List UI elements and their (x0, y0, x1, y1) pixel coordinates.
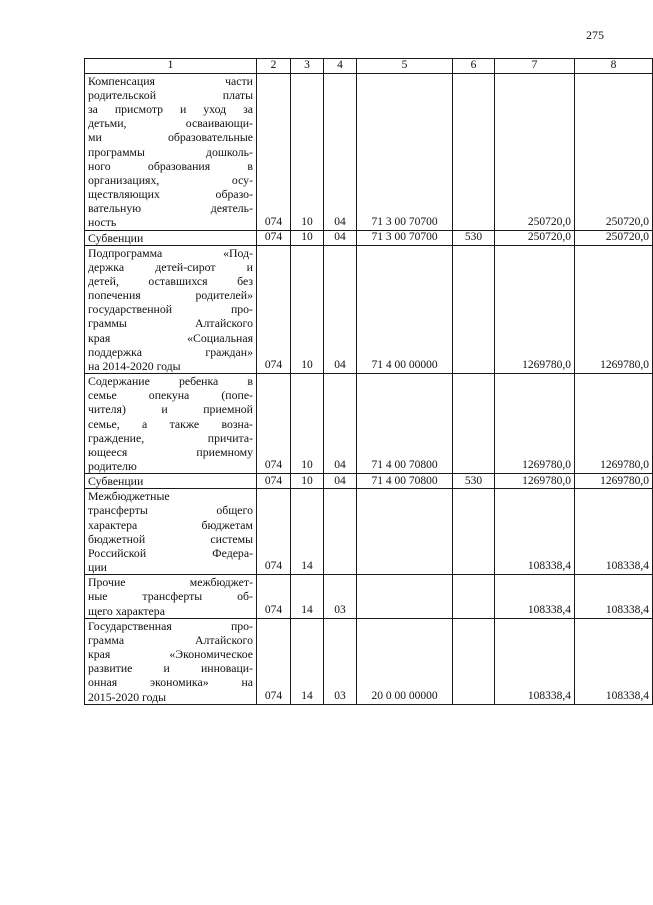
row-name-line: края «Экономическое (88, 647, 253, 662)
row-cell-col-6 (453, 489, 495, 575)
row-name-line: грамма Алтайского (88, 632, 253, 647)
row-name-line: развитие и инноваци- (88, 661, 253, 676)
row-cell-col-3: 10 (291, 230, 324, 245)
row-name-line: детьми, осваивающи- (88, 116, 253, 131)
row-cell-col-8: 108338,4 (575, 618, 653, 704)
row-cell-col-7: 108338,4 (495, 618, 575, 704)
row-cell-col-4: 03 (324, 618, 357, 704)
row-name-line: ми образовательные (88, 130, 253, 145)
row-cell-col-4: 04 (324, 230, 357, 245)
row-cell-col-2: 074 (257, 230, 291, 245)
row-name-line: граммы Алтайского (88, 316, 253, 331)
header-col-1: 1 (85, 59, 257, 74)
row-cell-col-5: 20 0 00 00000 (357, 618, 453, 704)
table-row (85, 374, 653, 474)
row-cell-col-6: 530 (453, 230, 495, 245)
row-cell-col-7: 108338,4 (495, 575, 575, 618)
row-name-line: ного образования в (88, 158, 253, 173)
row-name-line: программы дошколь- (88, 144, 253, 159)
row-cell-col-8: 250720,0 (575, 73, 653, 230)
row-name-line: ность (88, 215, 117, 230)
row-name-cell (85, 230, 257, 245)
header-col-3: 3 (291, 59, 324, 74)
row-name-line: края «Социальная (88, 330, 253, 345)
header-row (85, 59, 653, 74)
row-name-cell (85, 374, 257, 474)
row-name-cell (85, 575, 257, 618)
row-cell-col-3: 14 (291, 618, 324, 704)
row-name-line: Государственная про- (88, 618, 253, 633)
row-name-cell (85, 73, 257, 230)
row-cell-col-4: 03 (324, 575, 357, 618)
row-name-line: ные трансферты об- (88, 589, 253, 604)
table-row (85, 489, 653, 575)
row-name-line: Российской Федера- (88, 545, 253, 560)
row-name-line: Подпрограмма «Под- (88, 245, 253, 260)
table-row (85, 618, 653, 704)
row-name-line: Прочие межбюджет- (88, 575, 253, 590)
row-cell-col-3: 10 (291, 73, 324, 230)
table-body (85, 73, 653, 704)
row-name-line: семье, а также возна- (88, 416, 253, 431)
row-cell-col-3: 10 (291, 474, 324, 489)
row-cell-col-3: 14 (291, 489, 324, 575)
row-cell-col-4: 04 (324, 374, 357, 474)
table-row (85, 245, 653, 373)
row-cell-col-8: 108338,4 (575, 489, 653, 575)
row-cell-col-6 (453, 575, 495, 618)
row-name-line: на 2014-2020 годы (88, 358, 181, 373)
row-cell-col-2: 074 (257, 245, 291, 373)
row-name-line: щего характера (88, 603, 165, 618)
row-name-line: родительской платы (88, 87, 253, 102)
row-cell-col-5 (357, 489, 453, 575)
row-cell-col-4 (324, 489, 357, 575)
row-name-line: родителю (88, 459, 137, 474)
row-cell-col-8: 1269780,0 (575, 474, 653, 489)
row-cell-col-7: 1269780,0 (495, 474, 575, 489)
row-name-line: семье опекуна (попе- (88, 388, 253, 403)
row-name-line: детей, оставшихся без (88, 273, 253, 288)
row-name-line: 2015-2020 годы (88, 689, 167, 704)
row-name-line: Компенсация части (88, 73, 253, 88)
row-cell-col-6 (453, 245, 495, 373)
table-row (85, 230, 653, 245)
row-cell-col-5 (357, 575, 453, 618)
row-cell-col-2: 074 (257, 489, 291, 575)
row-name-line: ции (88, 560, 107, 575)
row-cell-col-5: 71 4 00 70800 (357, 474, 453, 489)
header-col-6: 6 (453, 59, 495, 74)
table-row (85, 474, 653, 489)
row-cell-col-4: 04 (324, 245, 357, 373)
row-cell-col-8: 250720,0 (575, 230, 653, 245)
row-name-cell (85, 489, 257, 575)
table-row (85, 575, 653, 618)
row-name-line: поддержка граждан» (88, 344, 253, 359)
budget-table (84, 58, 653, 705)
row-cell-col-7: 1269780,0 (495, 245, 575, 373)
row-name-line: ющееся приемному (88, 444, 253, 459)
row-cell-col-3: 10 (291, 245, 324, 373)
header-col-2: 2 (257, 59, 291, 74)
row-cell-col-5: 71 4 00 70800 (357, 374, 453, 474)
row-cell-col-8: 1269780,0 (575, 245, 653, 373)
row-cell-col-7: 1269780,0 (495, 374, 575, 474)
row-cell-col-4: 04 (324, 73, 357, 230)
row-cell-col-3: 10 (291, 374, 324, 474)
row-cell-col-6 (453, 618, 495, 704)
row-name-line: ществляющих образо- (88, 187, 253, 202)
row-name-cell (85, 474, 257, 489)
row-name-line: Содержание ребенка в (88, 374, 253, 389)
row-name-line: держка детей-сирот и (88, 259, 253, 274)
row-name-line: чителя) и приемной (88, 402, 253, 417)
row-cell-col-2: 074 (257, 73, 291, 230)
row-name-line: организациях, осу- (88, 172, 253, 187)
page-number: 275 (586, 28, 604, 42)
row-cell-col-2: 074 (257, 474, 291, 489)
row-cell-col-7: 108338,4 (495, 489, 575, 575)
row-name-line: вательную деятель- (88, 201, 253, 216)
header-col-8: 8 (575, 59, 653, 74)
header-col-7: 7 (495, 59, 575, 74)
row-name-line: характера бюджетам (88, 517, 253, 532)
row-name-line: Субвенции (88, 230, 144, 245)
row-cell-col-2: 074 (257, 618, 291, 704)
row-cell-col-2: 074 (257, 374, 291, 474)
row-cell-col-3: 14 (291, 575, 324, 618)
row-cell-col-2: 074 (257, 575, 291, 618)
row-cell-col-7: 250720,0 (495, 73, 575, 230)
row-cell-col-5: 71 3 00 70700 (357, 230, 453, 245)
row-name-line: бюджетной системы (88, 531, 253, 546)
row-cell-col-6: 530 (453, 474, 495, 489)
table-row (85, 73, 653, 230)
row-cell-col-5: 71 4 00 00000 (357, 245, 453, 373)
row-name-line: граждение, причита- (88, 430, 253, 445)
row-cell-col-8: 108338,4 (575, 575, 653, 618)
row-cell-col-5: 71 3 00 70700 (357, 73, 453, 230)
header-col-5: 5 (357, 59, 453, 74)
row-cell-col-4: 04 (324, 474, 357, 489)
header-col-4: 4 (324, 59, 357, 74)
row-name-cell (85, 245, 257, 373)
row-name-line: Субвенции (88, 474, 144, 489)
row-cell-col-8: 1269780,0 (575, 374, 653, 474)
row-name-line: государственной про- (88, 302, 253, 317)
row-name-cell (85, 618, 257, 704)
row-name-line: онная экономика» на (88, 675, 253, 690)
row-name-line: трансферты общего (88, 503, 253, 518)
row-cell-col-6 (453, 73, 495, 230)
row-cell-col-6 (453, 374, 495, 474)
row-name-line: за присмотр и уход за (88, 102, 253, 117)
row-name-line: попечения родителей» (88, 288, 253, 303)
row-cell-col-7: 250720,0 (495, 230, 575, 245)
row-name-line: Межбюджетные (88, 489, 170, 504)
